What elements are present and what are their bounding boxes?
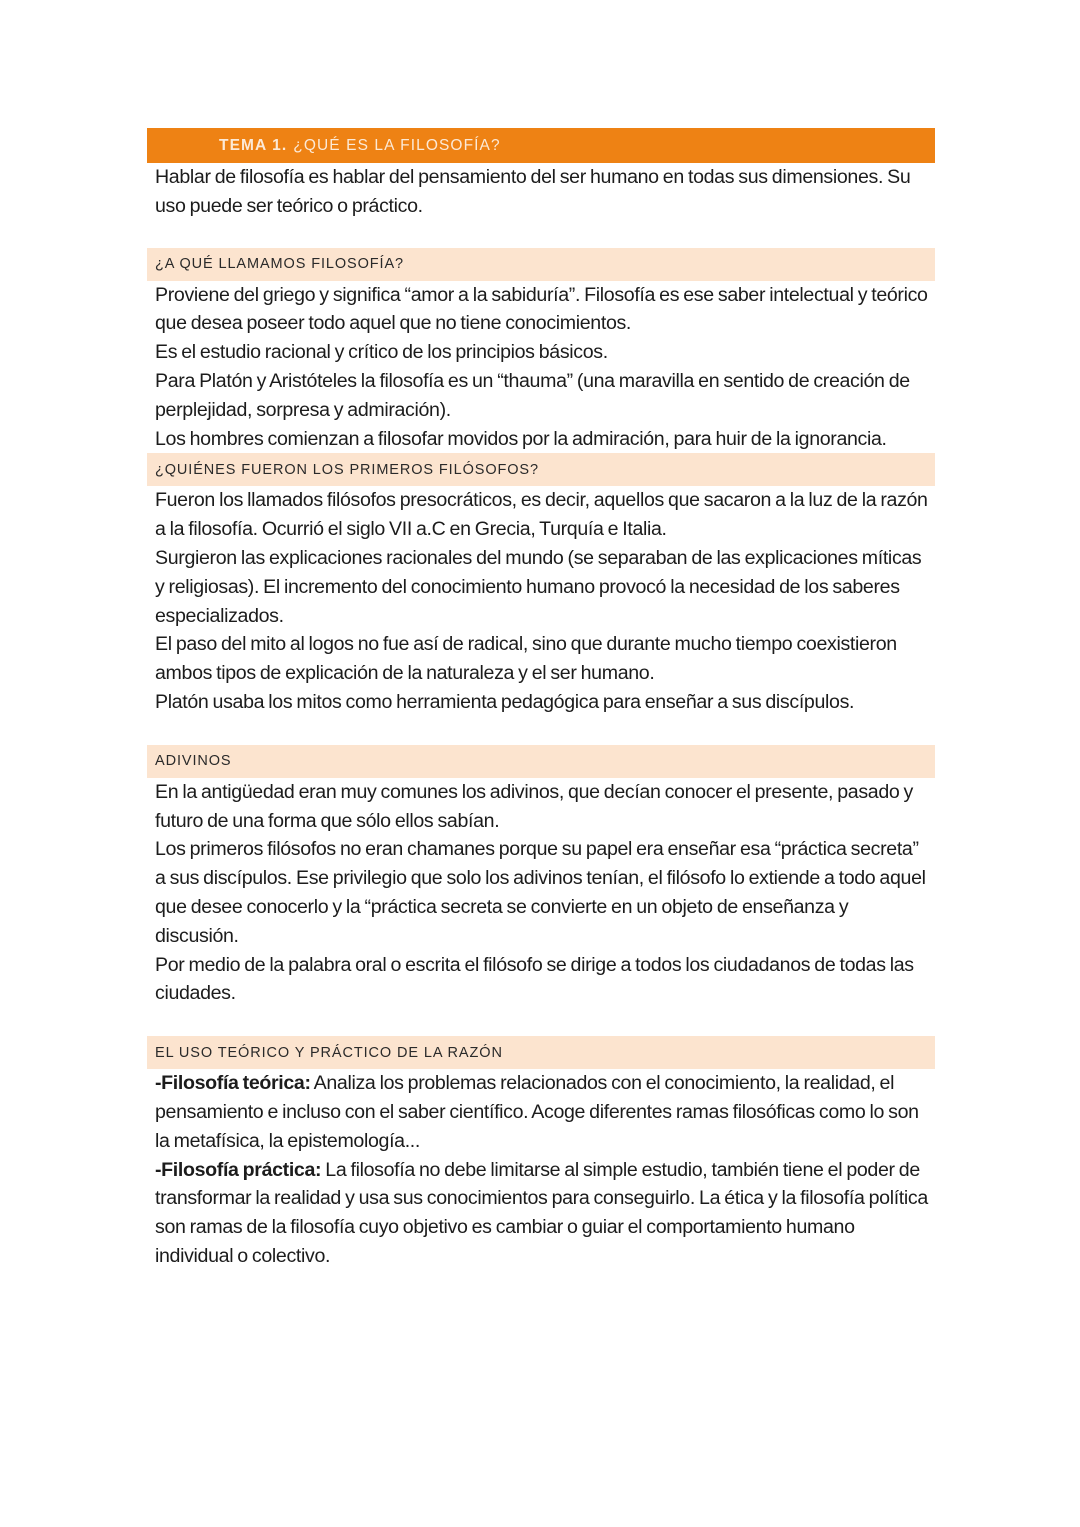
section-header-primeros-filosofos: ¿QUIÉNES FUERON LOS PRIMEROS FILÓSOFOS? (147, 453, 935, 486)
paragraph: Es el estudio racional y crítico de los principios básicos. (155, 341, 608, 364)
section-body-uso-teorico-practico (147, 1069, 935, 1271)
section-body-adivinos (147, 778, 935, 1008)
paragraph: Para Platón y Aristóteles la filosofía es un “thauma” (una maravilla en sentido de creación de perplejidad, sorpresa y admiración). (155, 369, 910, 421)
paragraph: El paso del mito al logos no fue así de radical, sino que durante mucho tiempo coexistieron ambos tipos de explicación de la naturaleza y el ser humano. (155, 633, 897, 685)
section-header-que-llamamos-filosofia: ¿A QUÉ LLAMAMOS FILOSOFÍA? (147, 248, 935, 281)
paragraph: Proviene del griego y significa “amor a la sabiduría”. Filosofía es ese saber intelectual y teórico que desea poseer todo aquel que no tiene conocimientos. (155, 283, 928, 335)
definition-text: Analiza los problemas relacionados con el conocimiento, la realidad, el pensamiento e incluso con el saber científico. Acoge diferentes ramas filosóficas como lo son la metafísica, la epistemología... (155, 1072, 919, 1152)
definition-item-practica (155, 1156, 929, 1271)
paragraph: Platón usaba los mitos como herramienta pedagógica para enseñar a sus discípulos. (155, 690, 855, 713)
section-body-primeros-filosofos (147, 486, 935, 716)
definition-label: -Filosofía teórica: (155, 1072, 311, 1095)
section-header-adivinos: ADIVINOS (147, 745, 935, 778)
definition-text: La filosofía no debe limitarse al simple estudio, también tiene el poder de transformar la realidad y usa sus conocimientos para conseguirlo. La ética y la filosofía política son ramas de la filosofía cuyo objetivo es cambiar o guiar el comportamiento humano individual o colectivo. (155, 1158, 928, 1267)
paragraph: En la antigüedad eran muy comunes los adivinos, que decían conocer el presente, pasado y futuro de una forma que sólo ellos sabían. (155, 780, 913, 832)
section-header-uso-teorico-practico: EL USO TEÓRICO Y PRÁCTICO DE LA RAZÓN (147, 1036, 935, 1069)
paragraph: Por medio de la palabra oral o escrita el filósofo se dirige a todos los ciudadanos de todas las ciudades. (155, 953, 914, 1005)
document-page (147, 128, 935, 1271)
section-body-que-llamamos-filosofia (147, 281, 935, 454)
page-title: ¿QUÉ ES LA FILOSOFÍA? (293, 136, 501, 154)
intro-text (147, 163, 935, 221)
title-prefix: TEMA 1. (219, 136, 288, 154)
paragraph: Surgieron las explicaciones racionales del mundo (se separaban de las explicaciones míticas y religiosas). El incremento del conocimiento humano provocó la necesidad de los saberes especializados. (155, 546, 922, 627)
page-title-bar (147, 128, 935, 163)
paragraph: Los hombres comienzan a filosofar movidos por la admiración, para huir de la ignorancia. (155, 427, 887, 450)
paragraph: Fueron los llamados filósofos presocráticos, es decir, aquellos que sacaron a la luz de la razón a la filosofía. Ocurrió el siglo VII a.C en Grecia, Turquía e Italia. (155, 489, 928, 541)
paragraph: Los primeros filósofos no eran chamanes porque su papel era enseñar esa “práctica secreta” a sus discípulos. Ese privilegio que solo los adivinos tenían, el filósofo lo extiende a todo aquel que desee conocerlo y la “práctica secreta se convierte en un objeto de enseñanza y discusión. (155, 838, 926, 947)
definition-item-teorica (155, 1069, 929, 1155)
definition-label: -Filosofía práctica: (155, 1158, 322, 1181)
intro-paragraph: Hablar de filosofía es hablar del pensamiento del ser humano en todas sus dimensiones. Su uso puede ser teórico o práctico. (155, 166, 911, 217)
